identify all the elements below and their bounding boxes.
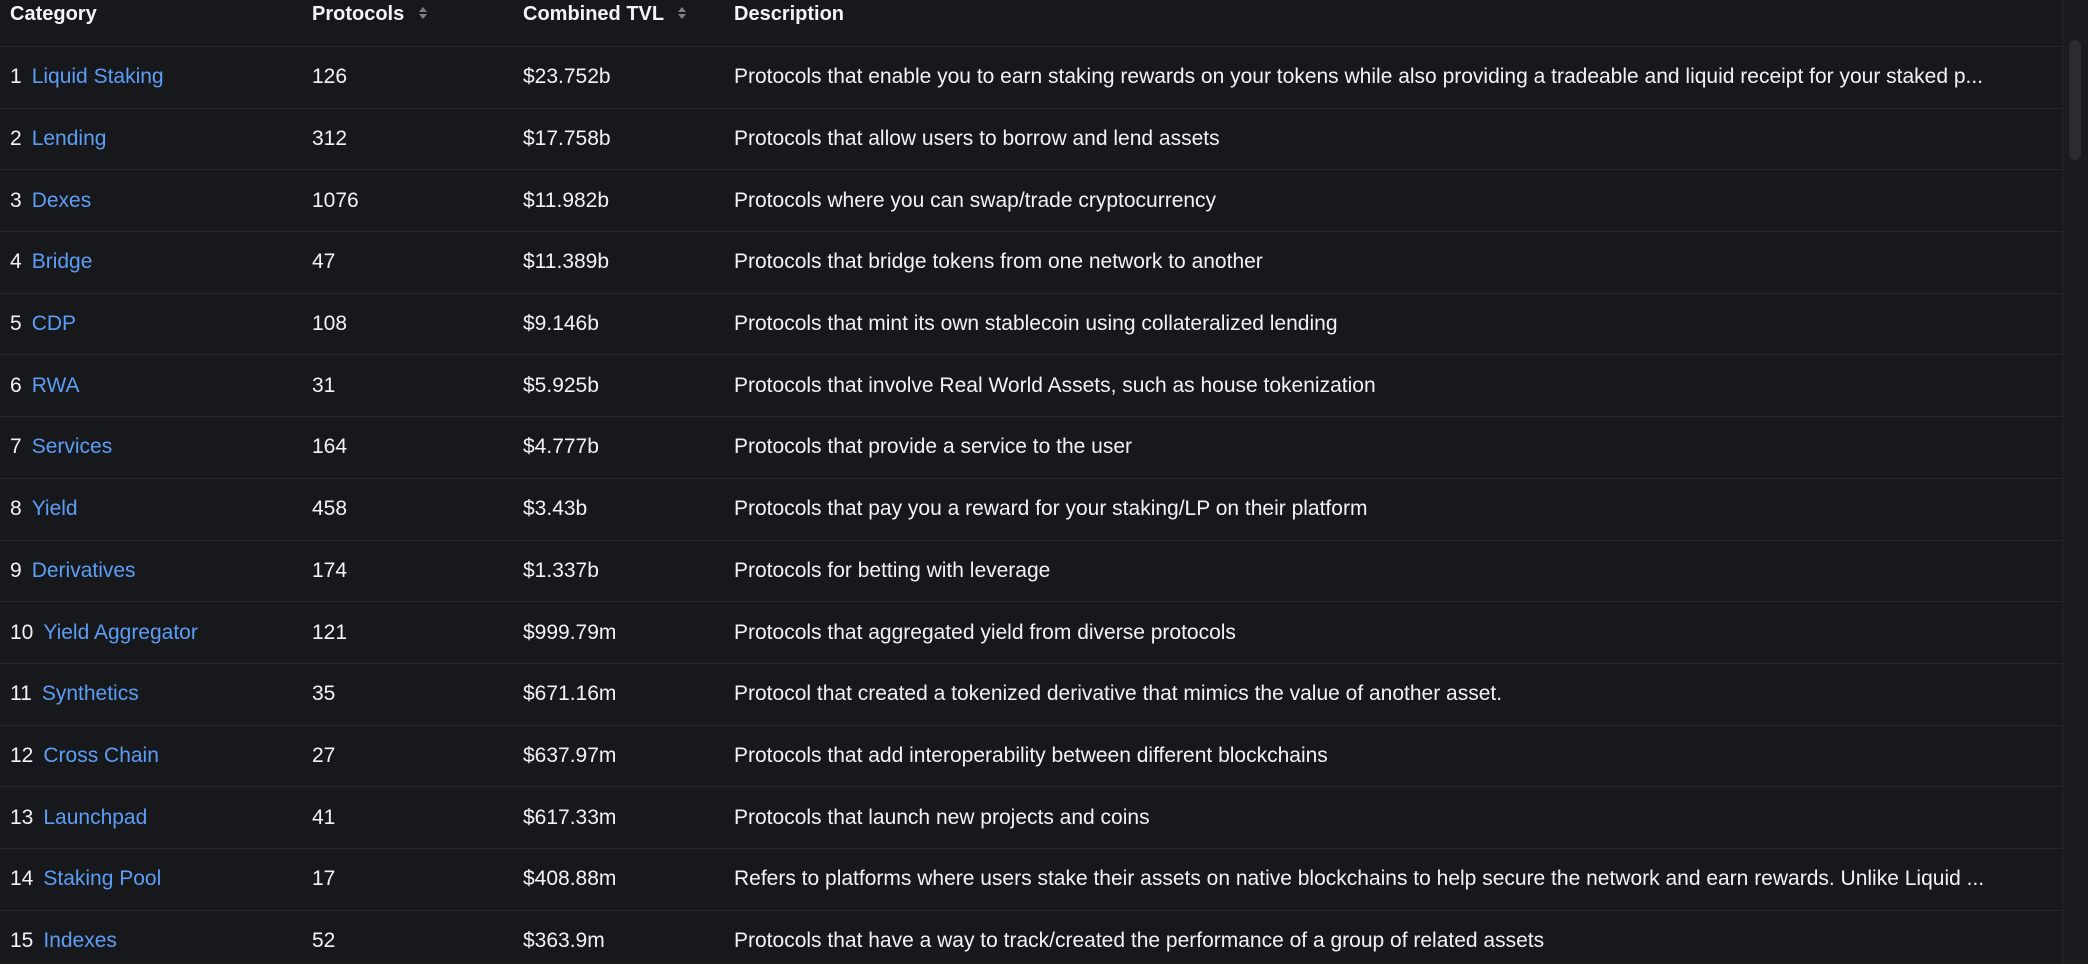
- protocols-count: 108: [312, 312, 348, 336]
- category-link[interactable]: Lending: [31, 127, 107, 151]
- combined-tvl: $408.88m: [523, 867, 617, 891]
- description-cell: [734, 849, 2059, 910]
- category-cell: [10, 726, 300, 787]
- header-protocols[interactable]: [312, 0, 428, 28]
- table-row: [0, 726, 2062, 788]
- category-link[interactable]: Derivatives: [31, 558, 136, 582]
- description-cell: [734, 232, 2059, 293]
- protocols-count: 52: [312, 928, 336, 952]
- description-text: Refers to platforms where users stake their assets on native blockchains to help secure the network and earn rewards. Unlike Liquid ...: [734, 867, 1985, 891]
- scrollbar-thumb[interactable]: [2069, 40, 2081, 160]
- description-text: Protocols that provide a service to the user: [734, 435, 1133, 459]
- combined-tvl: $4.777b: [523, 435, 599, 459]
- category-link[interactable]: Launchpad: [43, 805, 148, 829]
- description-text: Protocols that add interoperability between different blockchains: [734, 743, 1328, 767]
- category-cell: [10, 109, 300, 170]
- rank-number: 8: [10, 497, 22, 521]
- protocols-count: 31: [312, 373, 336, 397]
- protocols-count: 174: [312, 558, 348, 582]
- description-cell: [734, 541, 2059, 602]
- category-link[interactable]: Yield: [31, 497, 78, 521]
- rank-number: 10: [10, 620, 34, 644]
- rank-number: 14: [10, 867, 34, 891]
- description-text: Protocols that bridge tokens from one network to another: [734, 250, 1263, 274]
- description-cell: [734, 664, 2059, 725]
- protocols-count: 126: [312, 65, 348, 89]
- protocols-count: 312: [312, 127, 348, 151]
- description-text: Protocols that have a way to track/created the performance of a group of related assets: [734, 928, 1545, 952]
- combined-tvl: $17.758b: [523, 127, 611, 151]
- category-cell: [10, 355, 300, 416]
- combined-tvl: $617.33m: [523, 805, 617, 829]
- description-cell: [734, 911, 2059, 964]
- protocols-count: 47: [312, 250, 336, 274]
- category-cell: [10, 479, 300, 540]
- combined-tvl: $11.982b: [523, 188, 610, 212]
- protocols-count: 41: [312, 805, 336, 829]
- combined-tvl: $671.16m: [523, 682, 617, 706]
- description-text: Protocols that enable you to earn staking rewards on your tokens while also providing a tradeable and liquid receipt for your staked p...: [734, 65, 1984, 89]
- sort-arrows-icon[interactable]: [418, 5, 428, 21]
- protocols-count: 1076: [312, 188, 359, 212]
- description-text: Protocols for betting with leverage: [734, 558, 1051, 582]
- header-category[interactable]: [10, 0, 97, 28]
- protocols-count: 121: [312, 620, 348, 644]
- sort-arrows-icon[interactable]: [677, 5, 687, 21]
- category-cell: [10, 602, 300, 663]
- category-link[interactable]: CDP: [31, 312, 77, 336]
- description-text: Protocol that created a tokenized derivative that mimics the value of another asset.: [734, 682, 1503, 706]
- description-cell: [734, 479, 2059, 540]
- rank-number: 7: [10, 435, 22, 459]
- combined-tvl: $23.752b: [523, 65, 611, 89]
- category-cell: [10, 849, 300, 910]
- rank-number: 1: [10, 65, 22, 89]
- category-link[interactable]: Indexes: [43, 928, 117, 952]
- category-cell: [10, 417, 300, 478]
- rank-number: 4: [10, 250, 22, 274]
- rank-number: 3: [10, 188, 22, 212]
- category-cell: [10, 170, 300, 231]
- description-cell: [734, 787, 2059, 848]
- combined-tvl: $3.43b: [523, 497, 588, 521]
- rank-number: 15: [10, 928, 34, 952]
- combined-tvl: $11.389b: [523, 250, 610, 274]
- combined-tvl: $5.925b: [523, 373, 599, 397]
- category-cell: [10, 541, 300, 602]
- protocols-count: 17: [312, 867, 336, 891]
- description-cell: [734, 726, 2059, 787]
- description-text: Protocols that involve Real World Assets, such as house tokenization: [734, 373, 1376, 397]
- description-text: Protocols that allow users to borrow and lend assets: [734, 127, 1220, 151]
- category-link[interactable]: Synthetics: [41, 682, 139, 706]
- combined-tvl: $363.9m: [523, 928, 605, 952]
- table-row: [0, 787, 2062, 849]
- category-cell: [10, 47, 300, 108]
- description-text: Protocols that mint its own stablecoin using collateralized lending: [734, 312, 1338, 336]
- description-cell: [734, 47, 2059, 108]
- category-cell: [10, 232, 300, 293]
- table-row: [0, 479, 2062, 541]
- category-link[interactable]: Dexes: [31, 188, 92, 212]
- rank-number: 6: [10, 373, 22, 397]
- combined-tvl: $1.337b: [523, 558, 599, 582]
- protocols-count: 27: [312, 743, 336, 767]
- table-row: [0, 849, 2062, 911]
- protocols-count: 35: [312, 682, 336, 706]
- category-cell: [10, 294, 300, 355]
- header-description-label: Description: [734, 3, 845, 25]
- combined-tvl: $999.79m: [523, 620, 617, 644]
- header-protocols-label: Protocols: [312, 3, 405, 25]
- table-row: [0, 911, 2062, 964]
- header-description: [734, 0, 844, 28]
- rank-number: 2: [10, 127, 22, 151]
- rank-number: 12: [10, 743, 34, 767]
- rank-number: 9: [10, 558, 22, 582]
- header-tvl-label: Combined TVL: [523, 3, 664, 25]
- combined-tvl: $9.146b: [523, 312, 599, 336]
- table-row: [0, 170, 2062, 232]
- table-row: [0, 47, 2062, 109]
- table-row: [0, 109, 2062, 171]
- table-row: [0, 664, 2062, 726]
- category-link[interactable]: Bridge: [31, 250, 93, 274]
- description-text: Protocols where you can swap/trade cryptocurrency: [734, 188, 1217, 212]
- category-link[interactable]: Staking Pool: [43, 867, 162, 891]
- description-cell: [734, 602, 2059, 663]
- table-row: [0, 355, 2062, 417]
- description-text: Protocols that aggregated yield from diverse protocols: [734, 620, 1236, 644]
- description-text: Protocols that pay you a reward for your staking/LP on their platform: [734, 497, 1368, 521]
- description-cell: [734, 417, 2059, 478]
- category-link[interactable]: Services: [31, 435, 113, 459]
- table-header: [0, 0, 2062, 47]
- table-row: [0, 417, 2062, 479]
- description-cell: [734, 109, 2059, 170]
- table-row: [0, 232, 2062, 294]
- protocols-count: 164: [312, 435, 348, 459]
- header-tvl[interactable]: [523, 0, 687, 28]
- combined-tvl: $637.97m: [523, 743, 617, 767]
- category-link[interactable]: Yield Aggregator: [43, 620, 198, 644]
- category-cell: [10, 787, 300, 848]
- vertical-scrollbar[interactable]: [2062, 0, 2088, 964]
- description-cell: [734, 355, 2059, 416]
- header-category-label: Category: [10, 3, 97, 25]
- category-link[interactable]: Cross Chain: [43, 743, 159, 767]
- table-row: [0, 541, 2062, 603]
- category-cell: [10, 911, 300, 964]
- description-cell: [734, 170, 2059, 231]
- protocols-count: 458: [312, 497, 348, 521]
- table-row: [0, 602, 2062, 664]
- category-link[interactable]: Liquid Staking: [31, 65, 164, 89]
- description-cell: [734, 294, 2059, 355]
- description-text: Protocols that launch new projects and coins: [734, 805, 1150, 829]
- rank-number: 11: [10, 682, 32, 706]
- category-cell: [10, 664, 300, 725]
- table-body: [0, 47, 2062, 964]
- table-row: [0, 294, 2062, 356]
- rank-number: 13: [10, 805, 34, 829]
- category-link[interactable]: RWA: [31, 373, 80, 397]
- rank-number: 5: [10, 312, 22, 336]
